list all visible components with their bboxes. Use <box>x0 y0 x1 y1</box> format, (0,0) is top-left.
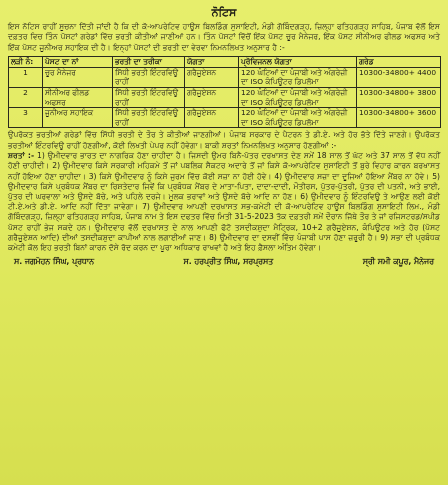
col-header-grade: ਗਰੇਡ <box>357 57 441 68</box>
cell-qualification: ਗਰੈਜੂਏਸ਼ਨ <box>185 67 239 87</box>
signature-president: ਸ. ਜਗਮੋਹਨ ਸਿੰਘ, ਪ੍ਰਧਾਨ <box>14 257 94 267</box>
col-header-provisional: ਪ੍ਰੋਵਿਜਨਲ ਯੋਗਤਾ <box>239 57 357 68</box>
cell-provisional: 120 ਘੰਟਿਆਂ ਦਾ ਪੰਜਾਬੀ ਅਤੇ ਅੰਗਰੇਜ਼ੀ ਦਾ ISO ਕੰਪਿਊਟਰ ਡਿਪਲੋਮਾ <box>239 108 357 128</box>
signature-manager: ਸ੍ਰੀ ਸਮੀ ਕਪੂਰ, ਮੈਨੇਜਰ <box>362 257 434 267</box>
conditions-text: 1) ਉਮੀਦਵਾਰ ਭਾਰਤ ਦਾ ਨਾਗਰਿਕ ਹੋਣਾ ਚਾਹੀਦਾ ਹੈ। ਜਿਸਦੀ ਉਮਰ ਬਿਨੈ-ਪੱਤਰ ਦਰਖਾਸਤ ਦੇਣ ਸਮੇਂ 18 ਸਾਲ ਤੋਂ ਘੱਟ ਅਤੇ 37 ਸਾਲ ਤੋਂ ਵੱਧ ਨਹੀਂ ਹੋਣੀ ਚਾਹੀਦੀ। 2) ਉਮੀਦਵਾਰ ਕਿਸੇ ਸਰਕਾਰੀ ਮਹਿਕਮੇ ਤੋਂ ਜਾਂ ਪਬਲਿਕ ਸੈਕਟਰ ਅਦਾਰੇ ਤੋਂ ਜਾਂ ਕਿਸੇ ਕੋ-ਆਪਰੇਟਿਵ ਸੁਸਾਇਟੀ ਤੋਂ ਬੁਰੇ ਵਿਹਾਰ ਕਾਰਨ ਬਰਖਾਸਤ ਨਹੀਂ ਹੋਇਆ ਹੋਣਾ ਚਾਹੀਦਾ। 3) ਕਿਸੇ ਉਮੀਦਵਾਰ ਨੂੰ ਕਿਸੇ ਜੁਰਮ ਵਿੱਚ ਕੋਈ ਸਜ਼ਾ ਨਾ ਹੋਈ ਹੋਵੇ। 4) ਉਮੀਦਵਾਰ ਸਜ਼ਾ ਦਾ ਦੂਜਿਆਂ ਹੋਇਆ ਮੈਂਬਰ ਨਾ ਹੋਵੇ। 5) ਉਮੀਦਵਾਰ ਕਿਸੇ ਪ੍ਰਬੰਧਕ ਮੈਂਬਰ ਦਾ ਰਿਸ਼ਤੇਦਾਰ ਜਿਵੇਂ ਕਿ ਪ੍ਰਬੰਧਕ ਮੈਂਬਰ ਦੇ ਮਾਤਾ-ਪਿਤਾ, ਦਾਦਾ-ਦਾਦੀ, ਮੌਤੀਰਸ, ਪੁੱਤਰ-ਪੁੱਤਰੀ, ਪੁੱਤਰ ਦੀ ਪਤਨੀ, ਅਤੇ ਭਾਈ, ਪੁੱਤਰ ਦੀ ਘਰਵਾਲਾ ਅਤੇ ਉਸਦੇ ਬੱਚੇ, ਅਤੇ ਪਹਿਲੇ ਦਰਜੇ। ਮੂਲਕ ਭਰਾਵਾਂ ਅਤੇ ਉਸਦੇ ਬੱਚੇ ਆਦਿ ਨਾ ਹੋਣ। 6) ਉਮੀਦਵਾਰ ਨੂੰ ਇੰਟਰਵਿਊ ਤੇ ਆਉਣ ਲਈ ਕੋਈ ਟੀ.ਏ.ਅਤੇ ਡੀ.ਏ. ਆਦਿ ਨਹੀਂ ਦਿੱਤਾ ਜਾਵੇਗਾ। 7) ਉਮੀਦਵਾਰ ਆਪਣੀ ਦਰਖਾਸਤ ਸਭ-ਕਮੇਟੀ ਦੀ ਕੋ-ਆਪਰੇਟਿਵ ਹਾਊਸ ਬਿਲਡਿੰਗ ਸੁਸਾਇਟੀ ਲਿਮ., ਮੰਡੀ ਗੋਬਿੰਦਗੜ੍ਹ, ਜ਼ਿਲ੍ਹਾ ਫਤਿਹਗੜ੍ਹ ਸਾਹਿਬ, ਪੰਜਾਬ ਨਾਮ ਤੇ ਇਸ ਦਫਤਰ ਵਿੱਚ ਮਿਤੀ 31-5-2023 ਤੱਕ ਦਫ਼ਤਰੀ ਸਮੇਂ ਦੌਰਾਨ ਜਿੱਥੇ ਤੌਰ ਤੇ ਜਾਂ ਰਜਿਸਟਰਡ/ਸਪੀਡ ਪੋਸਟ ਰਾਹੀਂ ਭੇਜ ਸਕਦੇ ਹਨ। ਉਮੀਦਵਾਰ ਵੱਲੋਂ ਦਰਖਾਸਤ ਦੇ ਨਾਲ ਆਪਣੀ ਫੋਟੋ ਤਸਦੀਕਸ਼ੁਦਾ ਮੈਟ੍ਰਿਕ, 10+2 ਗਰੈਜੂਏਸ਼ਨ, ਕੰਪਿਊਟਰ ਅਤੇ ਹੋਰ (ਪੋਸਟ ਗਰੈਜੂਏਸ਼ਨ ਆਦਿ) ਦੀਆਂ ਤਸਦੀਕਸ਼ੁਦਾ ਕਾਪੀਆਂ ਨਾਲ ਲਗਾਈਆਂ ਜਾਣ। 8) ਉਮੀਦਵਾਰ ਦਾ ਦਸਵੀਂ ਵਿੱਚ ਪੰਜਾਬੀ ਪਾਸ ਹੋਣਾ ਜ਼ਰੂਰੀ ਹੈ। 9) ਸਭਾ ਦੀ ਪ੍ਰਬੰਧਕ ਕਮੇਟੀ ਕੋਲ ਇਹ ਭਰਤੀ ਬਿਨਾਂ ਕਾਰਨ ਦੱਸੇ ਰੱਦ ਕਰਨ ਦਾ ਪੂਰਾ ਅਧਿਕਾਰ ਰਾਖਵਾਂ ਹੈ ਅਤੇ ਇਹ ਫ਼ੈਸਲਾ ਅੰਤਿਮ ਹੋਵੇਗਾ। <box>8 151 441 253</box>
table-row <box>9 108 441 128</box>
conditions-heading: ਸ਼ਰਤਾਂ :- <box>8 151 35 161</box>
posts-table <box>8 56 441 128</box>
cell-method: ਸਿੱਧੀ ਭਰਤੀ ਇੰਟਰਵਿਊ ਰਾਹੀਂ <box>113 108 185 128</box>
cell-post: ਜੂਨੀਅਰ ਸਹਾਇਕ <box>43 108 113 128</box>
cell-sn: 3 <box>9 108 43 128</box>
signature-patron: ਸ. ਹਰਪ੍ਰੀਤ ਸਿੰਘ, ਸਰਪ੍ਰਸਤ <box>183 257 274 267</box>
table-row <box>9 67 441 87</box>
col-header-method: ਭਰਤੀ ਦਾ ਤਰੀਕਾ <box>113 57 185 68</box>
col-header-qualification: ਯੋਗਤਾ <box>185 57 239 68</box>
cell-sn: 1 <box>9 67 43 87</box>
cell-provisional: 120 ਘੰਟਿਆਂ ਦਾ ਪੰਜਾਬੀ ਅਤੇ ਅੰਗਰੇਜ਼ੀ ਦਾ ISO ਕੰਪਿਊਟਰ ਡਿਪਲੋਮਾ <box>239 67 357 87</box>
signatures <box>8 257 440 267</box>
cell-qualification: ਗਰੈਜੂਏਸ਼ਨ <box>185 88 239 108</box>
cell-grade: 10300-34800+ 3800 <box>357 88 441 108</box>
cell-qualification: ਗਰੈਜੂਏਸ਼ਨ <box>185 108 239 128</box>
conditions <box>8 151 440 253</box>
col-header-sn: ਲੜੀ ਨੰ: <box>9 57 43 68</box>
cell-grade: 10300-34800+ 3600 <box>357 108 441 128</box>
cell-method: ਸਿੱਧੀ ਭਰਤੀ ਇੰਟਰਵਿਊ ਰਾਹੀਂ <box>113 88 185 108</box>
cell-grade: 10300-34800+ 4400 <box>357 67 441 87</box>
notice-title: ਨੋਟਿਸ <box>211 6 237 19</box>
table-header-row <box>9 57 441 68</box>
cell-provisional: 120 ਘੰਟਿਆਂ ਦਾ ਪੰਜਾਬੀ ਅਤੇ ਅੰਗਰੇਜ਼ੀ ਦਾ ISO ਕੰਪਿਊਟਰ ਡਿਪਲੋਮਾ <box>239 88 357 108</box>
notice-intro: ਇਸ ਨੋਟਿਸ ਰਾਹੀਂ ਸੂਚਨਾ ਦਿੱਤੀ ਜਾਂਦੀ ਹੈ ਕਿ ਦੀ ਕੋ-ਆਪਰੇਟਿਵ ਹਾਊਸ ਬਿਲਡਿੰਗ ਸੁਸਾਇਟੀ, ਮੰਡੀ ਗੋਬਿੰਦਗੜ੍ਹ, ਜ਼ਿਲ੍ਹਾ ਫਤਿਹਗੜ੍ਹ ਸਾਹਿਬ, ਪੰਜਾਬ ਵੱਲੋਂ ਇਸ ਦਫ਼ਤਰ ਵਿਚ ਤਿੰਨ ਪੋਸਟਾਂ ਗਰੇਡਾਂ ਵਿੱਚ ਭਰਤੀ ਕੀਤੀਆਂ ਜਾਣੀਆਂ ਹਨ। ਤਿੰਨ ਪੋਸਟਾਂ ਵਿੱਚੋਂ ਇੱਕ ਪੋਸਟ ਚੂਰ ਮੈਨੇਜਰ, ਇੱਕ ਪੋਸਟ ਸੀਨੀਅਰ ਫੀਲਡ ਅਫਸਰ ਅਤੇ ਇੱਕ ਪੋਸਟ ਜੂਨੀਅਰ ਸਹਾਇਕ ਦੀ ਹੈ। ਇਨ੍ਹਾਂ ਪੋਸਟਾਂ ਦੀ ਭਰਤੀ ਦਾ ਵੇਰਵਾ ਨਿਮਨਲਿਖਤ ਅਨੁਸਾਰ ਹੈ :- <box>8 22 440 52</box>
col-header-post: ਪੋਸਟ ਦਾ ਨਾਂ <box>43 57 113 68</box>
notice-after-table: ਉਪਰੋਕਤ ਭਰਤੀਆਂ ਗਰੇਡਾਂ ਵਿੱਚ ਸਿੱਧੀ ਭਰਤੀ ਦੇ ਤੌਰ ਤੇ ਕੀਤੀਆਂ ਜਾਣਗੀਆਂ। ਪੰਜਾਬ ਸਰਕਾਰ ਦੇ ਪੈਟਰਨ ਤੇ ਡੀ.ਏ. ਅਤੇ ਹੋਰ ਭੱਤੇ ਦਿੱਤੇ ਜਾਣਗੇ। ਉਪਰੋਕਤ ਭਰਤੀਆਂ ਇੰਟਰਵਿਊ ਰਾਹੀਂ ਹੋਣਗੀਆਂ, ਕੋਈ ਲਿਖਤੀ ਪੇਪਰ ਨਹੀਂ ਹੋਵੇਗਾ। ਬਾਕੀ ਸ਼ਰਤਾਂ ਨਿਮਨਲਿਖਤ ਅਨੁਸਾਰ ਹੋਣਗੀਆਂ :- <box>8 130 440 150</box>
cell-post: ਚੂਰ ਮੈਨੇਜਰ <box>43 67 113 87</box>
cell-method: ਸਿੱਧੀ ਭਰਤੀ ਇੰਟਰਵਿਊ ਰਾਹੀਂ <box>113 67 185 87</box>
table-row <box>9 88 441 108</box>
cell-sn: 2 <box>9 88 43 108</box>
cell-post: ਸੀਨੀਅਰ ਫੀਲਡ ਅਫਸਰ <box>43 88 113 108</box>
